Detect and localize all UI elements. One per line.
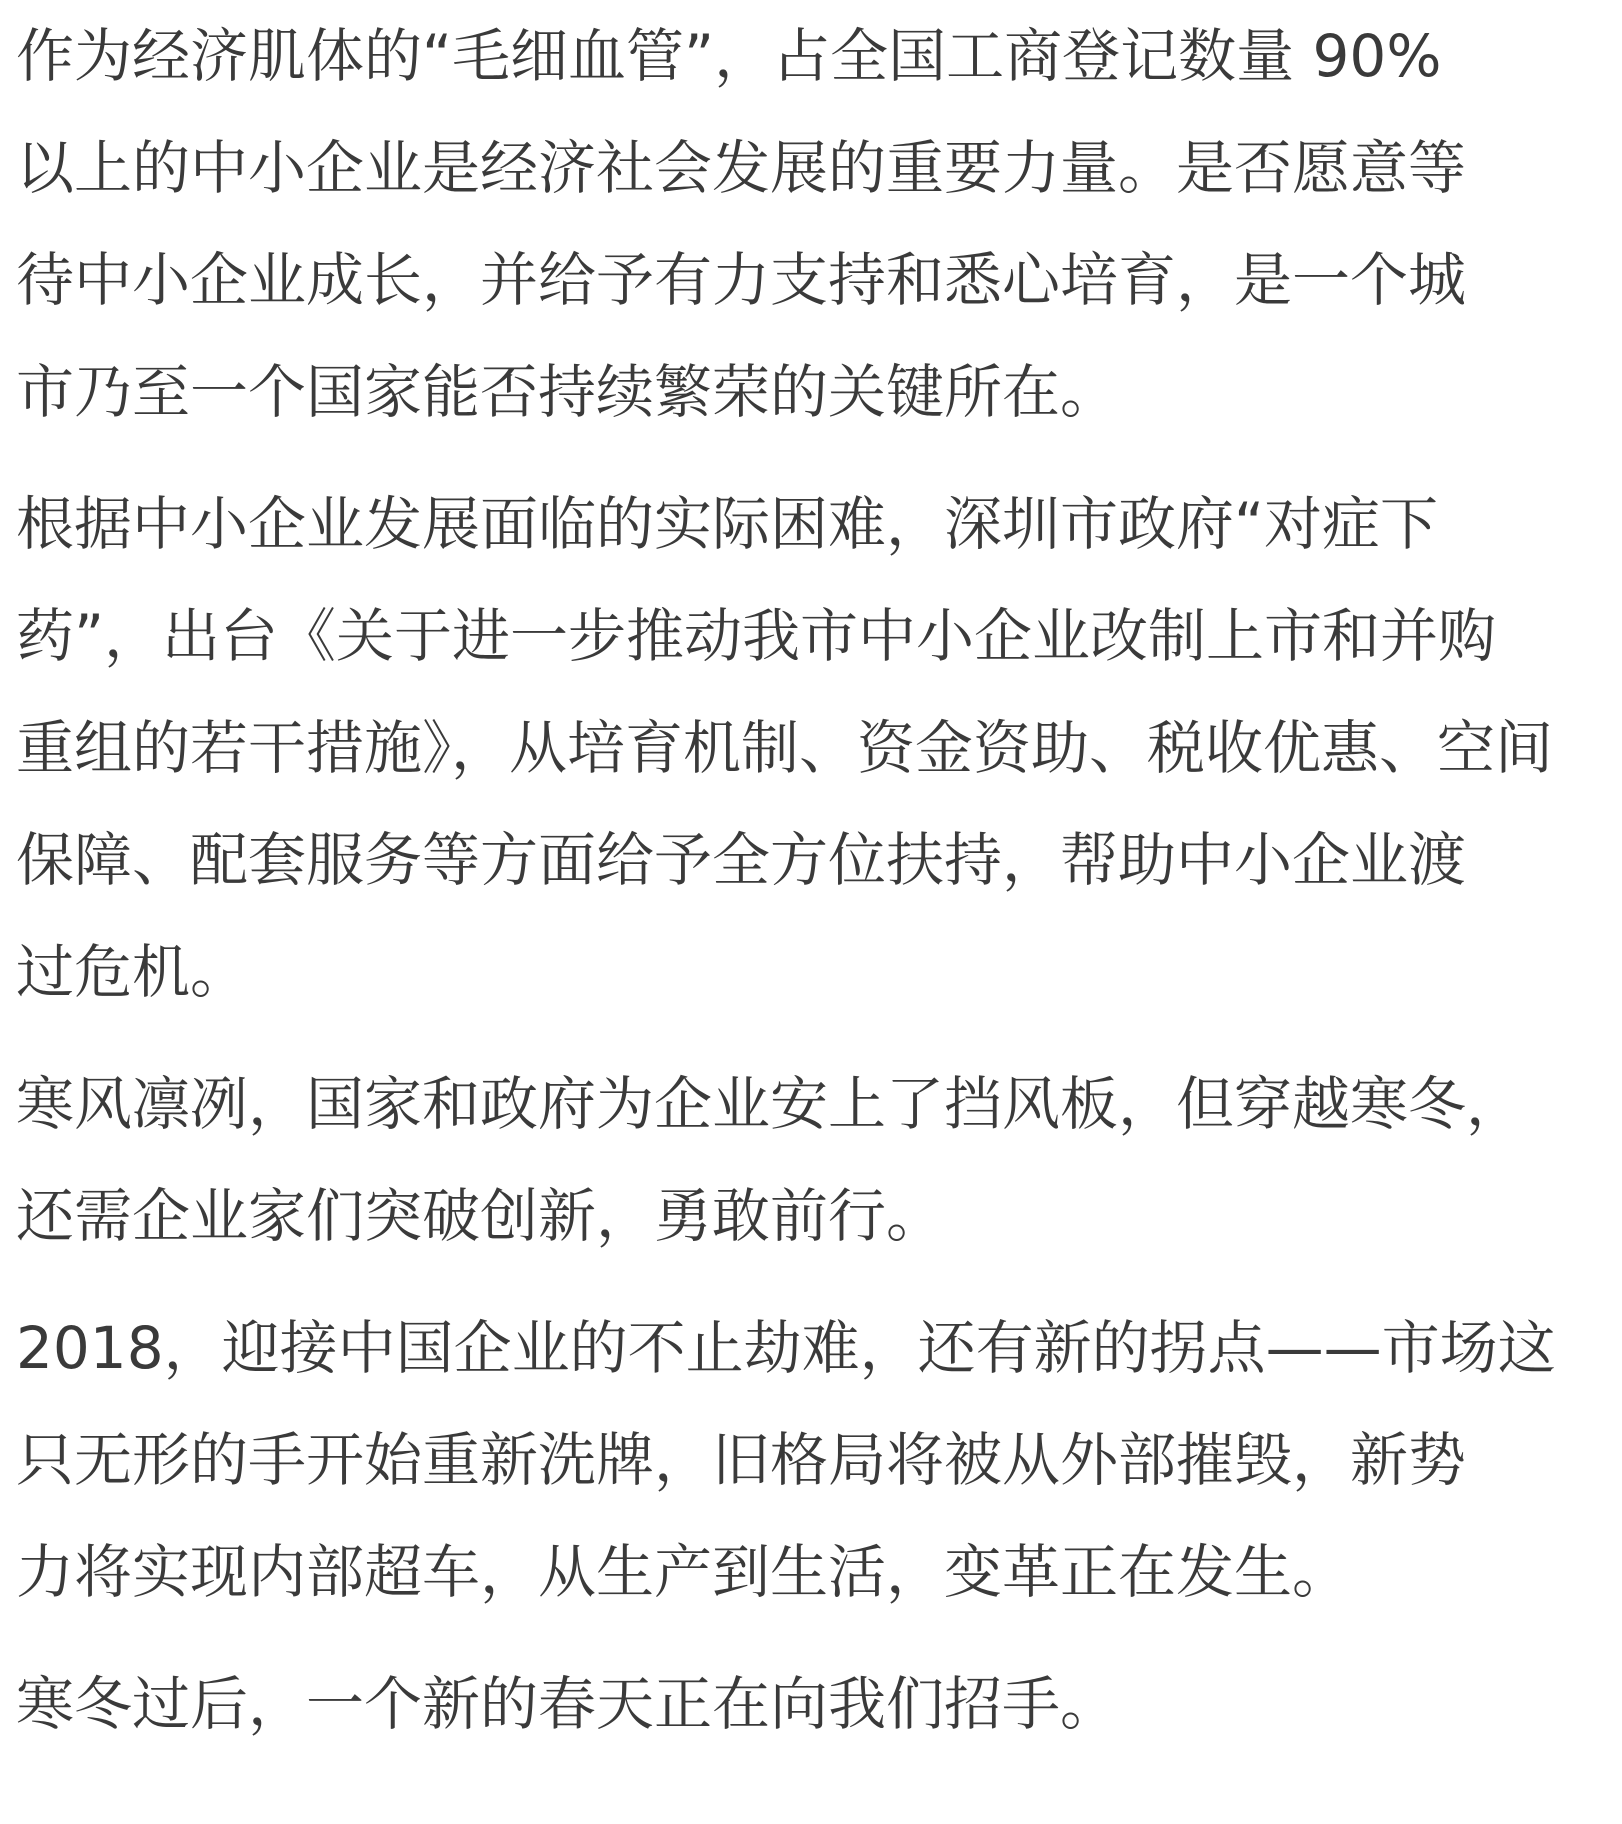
paragraph-gap — [16, 1272, 1616, 1292]
article-body — [16, 0, 1616, 1760]
text-line: 寒风凛冽，国家和政府为企业安上了挡风板，但穿越寒冬， — [16, 1070, 1525, 1138]
text-line: 保障、配套服务等方面给予全方位扶持，帮助中小企业渡 — [16, 826, 1467, 894]
text-line: 以上的中小企业是经济社会发展的重要力量。是否愿意等 — [16, 134, 1467, 202]
text-line: 药”，出台《关于进一步推动我市中小企业改制上市和并购 — [16, 602, 1497, 670]
text-line: 还需企业家们突破创新，勇敢前行。 — [16, 1182, 945, 1250]
text-line: 市乃至一个国家能否持续繁荣的关键所在。 — [16, 358, 1119, 426]
text-line: 过危机。 — [16, 938, 249, 1006]
paragraph-1 — [16, 0, 1616, 448]
paragraph-3 — [16, 1048, 1616, 1272]
text-line: 只无形的手开始重新洗牌，旧格局将被从外部摧毁，新势 — [16, 1426, 1467, 1494]
paragraph-5 — [16, 1648, 1616, 1760]
text-line: 重组的若干措施》，从培育机制、资金资助、税收优惠、空间 — [16, 714, 1554, 782]
text-line: 力将实现内部超车，从生产到生活，变革正在发生。 — [16, 1538, 1351, 1606]
text-line: 待中小企业成长，并给予有力支持和悉心培育，是一个城 — [16, 246, 1467, 314]
paragraph-gap — [16, 448, 1616, 468]
text-line: 寒冬过后，一个新的春天正在向我们招手。 — [16, 1670, 1119, 1738]
text-line: 2018，迎接中国企业的不止劫难，还有新的拐点——市场这 — [16, 1314, 1556, 1382]
paragraph-gap — [16, 1628, 1616, 1648]
text-line: 作为经济肌体的“毛细血管”，占全国工商登记数量 90% — [16, 22, 1442, 90]
text-line: 根据中小企业发展面临的实际困难，深圳市政府“对症下 — [16, 490, 1439, 558]
paragraph-gap — [16, 1028, 1616, 1048]
paragraph-4 — [16, 1292, 1616, 1628]
paragraph-2 — [16, 468, 1616, 1028]
